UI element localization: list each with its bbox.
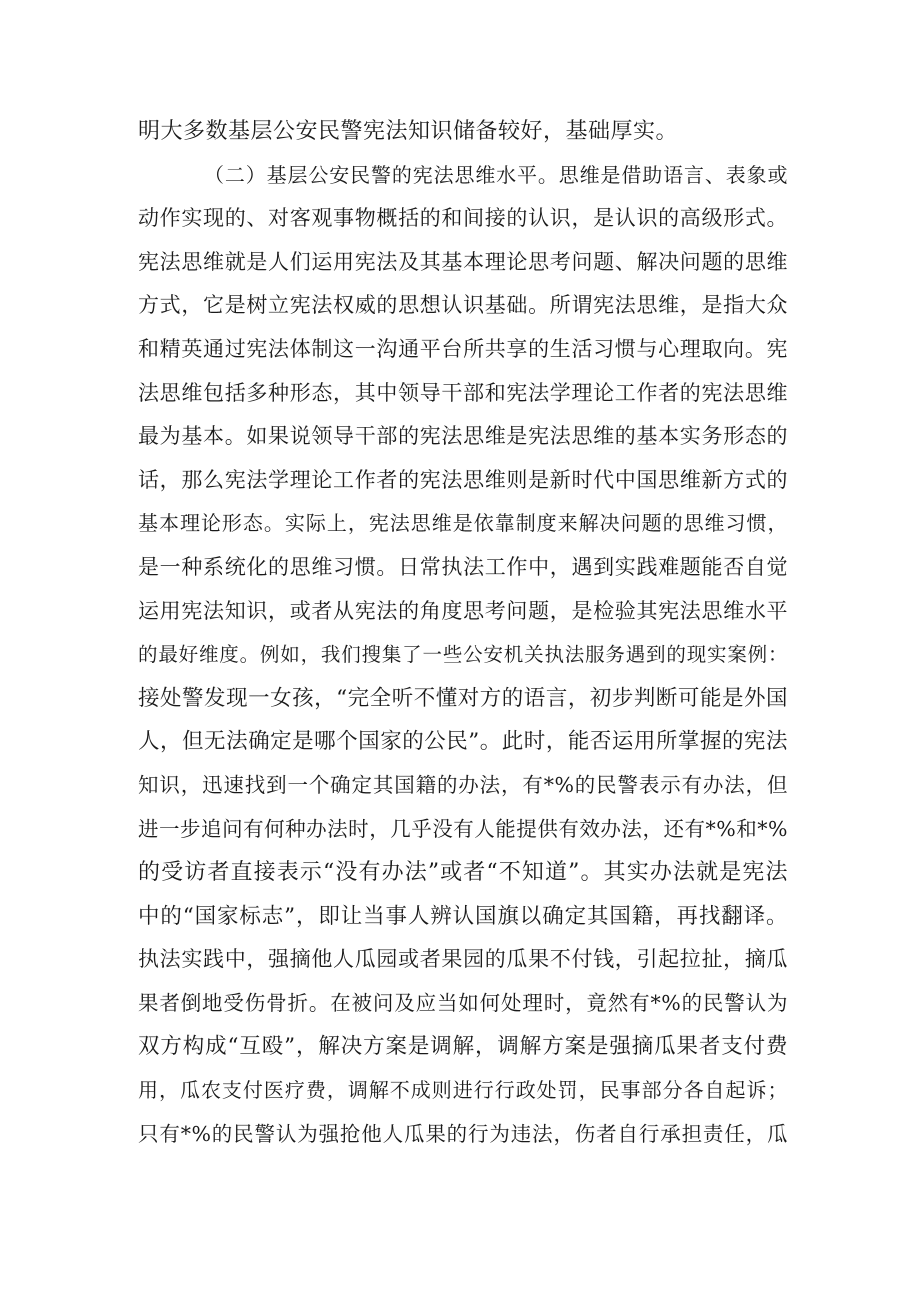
text-line: 进一步追问有何种办法时，几乎没有人能提供有效办法，还有*%和*% [138, 816, 788, 841]
text-line: 执法实践中，强摘他人瓜园或者果园的瓜果不付钱，引起拉扯，摘瓜 [138, 947, 788, 972]
text-line: 只有*%的民警认为强抢他人瓜果的行为违法，伤者自行承担责任，瓜 [138, 1121, 788, 1146]
text-line: 中的“国家标志”，即让当事人辨认国旗以确定其国籍，再找翻译。 [138, 903, 788, 929]
text-line: 话，那么宪法学理论工作者的宪法思维则是新时代中国思维新方式的 [138, 467, 788, 492]
text-line: 和精英通过宪法体制这一沟通平台所共享的生活习惯与心理取向。宪 [138, 336, 788, 361]
text-line: 宪法思维就是人们运用宪法及其基本理论思考问题、解决问题的思维 [138, 249, 788, 274]
text-line: 人，但无法确定是哪个国家的公民”。此时，能否运用所掌握的宪法 [138, 729, 788, 755]
text-line: 最为基本。如果说领导干部的宪法思维是宪法思维的基本实务形态的 [138, 424, 788, 449]
text-line: 接处警发现一女孩，“完全听不懂对方的语言，初步判断可能是外国 [138, 685, 788, 711]
text-line: 基本理论形态。实际上，宪法思维是依靠制度来解决问题的思维习惯， [138, 511, 788, 536]
text-line: 知识，迅速找到一个确定其国籍的办法，有*%的民警表示有办法，但 [138, 772, 788, 797]
text-line: 用，瓜农支付医疗费，调解不成则进行行政处罚，民事部分各自起诉； [138, 1078, 788, 1103]
text-line: 动作实现的、对客观事物概括的和间接的认识，是认识的高级形式。 [138, 206, 788, 231]
text-line: 双方构成“互殴”，解决方案是调解，调解方案是强摘瓜果者支付费 [138, 1034, 788, 1060]
text-line: 法思维包括多种形态，其中领导干部和宪法学理论工作者的宪法思维 [138, 380, 788, 405]
text-line: 是一种系统化的思维习惯。日常执法工作中，遇到实践难题能否自觉 [138, 554, 788, 579]
text-line: 果者倒地受伤骨折。在被问及应当如何处理时，竟然有*%的民警认为 [138, 990, 788, 1015]
text-line: 运用宪法知识，或者从宪法的角度思考问题，是检验其宪法思维水平 [138, 598, 788, 623]
text-line: 方式，它是树立宪法权威的思想认识基础。所谓宪法思维，是指大众 [138, 293, 788, 318]
text-line: 的最好维度。例如，我们搜集了一些公安机关执法服务遇到的现实案例： [138, 643, 788, 667]
body-text [138, 110, 788, 1156]
text-line: 的受访者直接表示“没有办法”或者“不知道”。其实办法就是宪法 [138, 860, 788, 886]
section-heading-line: （二）基层公安民警的宪法思维水平。思维是借助语言、表象或 [204, 162, 788, 187]
text-line: 明大多数基层公安民警宪法知识储备较好，基础厚实。 [138, 119, 679, 144]
